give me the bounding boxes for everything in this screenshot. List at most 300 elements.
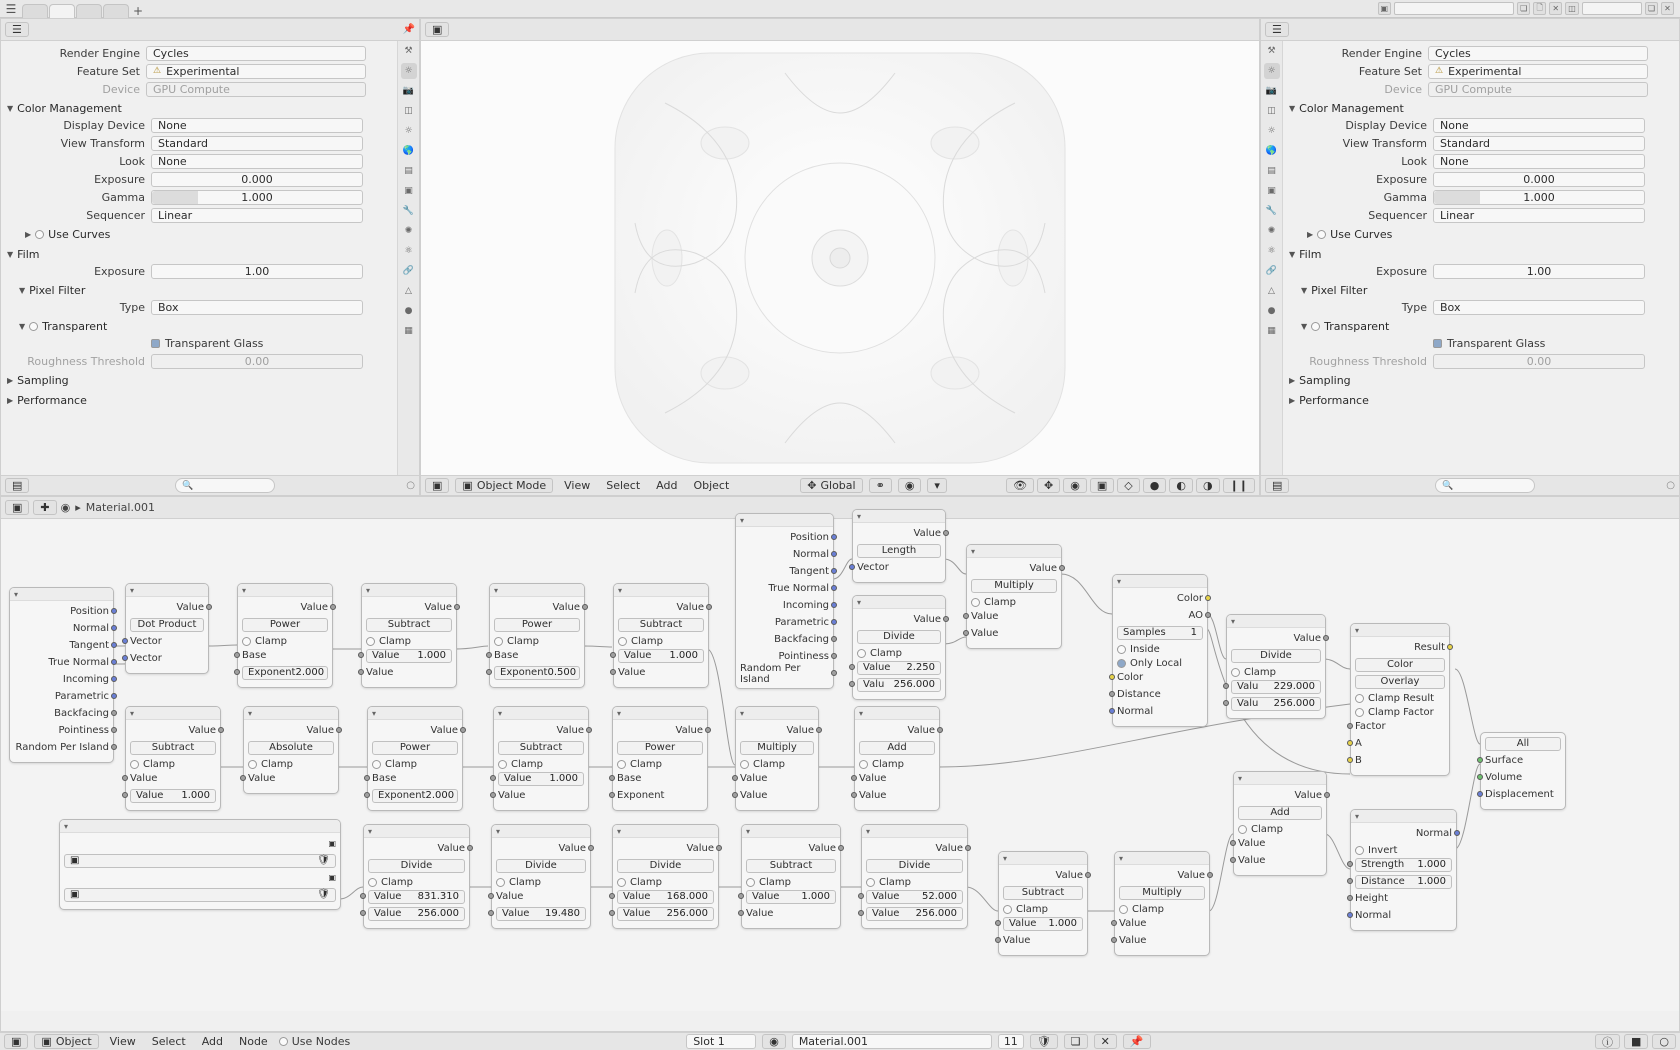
node-header[interactable]: ▾ bbox=[494, 707, 588, 720]
node-input-value-2[interactable]: Valu 256.000 bbox=[1231, 696, 1321, 711]
node-header[interactable]: ▾ bbox=[967, 545, 1061, 558]
node-input-value-1[interactable]: Value 831.310 bbox=[368, 889, 465, 904]
gamma-value-right: 1.000 bbox=[1523, 190, 1555, 204]
gamma-row bbox=[1, 189, 397, 205]
node-operation-dropdown[interactable]: Length bbox=[857, 543, 941, 558]
editor-type-selector[interactable]: ☰ bbox=[5, 22, 29, 37]
filter-icon-right[interactable]: ○ bbox=[1666, 480, 1675, 491]
tab-output[interactable]: 📷 bbox=[402, 86, 415, 96]
editor-type-selector-viewport[interactable]: ▣ bbox=[425, 22, 449, 37]
node-subtract-4[interactable] bbox=[493, 706, 589, 811]
node-operation-dropdown[interactable]: Power bbox=[617, 740, 703, 755]
pin-material-button[interactable]: 📌 bbox=[1123, 1034, 1151, 1049]
node-clamp-checkbox[interactable]: Clamp bbox=[130, 757, 216, 771]
editor-type-selector-nodes[interactable]: ▣ bbox=[5, 500, 29, 515]
node-header[interactable]: ▾ bbox=[126, 707, 220, 720]
node-clamp-checkbox[interactable]: Clamp bbox=[366, 634, 452, 648]
shading-rendered[interactable]: ◑ bbox=[1196, 478, 1220, 493]
feature-set-dropdown[interactable] bbox=[146, 64, 366, 79]
node-subtract-2[interactable] bbox=[613, 583, 709, 688]
properties-search-input-right[interactable] bbox=[1435, 478, 1535, 493]
node-input-exponent[interactable]: Exponent 0.500 bbox=[494, 665, 580, 680]
node-operation-dropdown[interactable]: Subtract bbox=[618, 617, 704, 632]
proportional-edit-toggle[interactable]: ◉ bbox=[898, 478, 922, 493]
use-curves-row-right[interactable] bbox=[1283, 226, 1679, 243]
scene-selector[interactable] bbox=[1394, 2, 1514, 15]
render-engine-dropdown-right[interactable] bbox=[1428, 46, 1648, 61]
tab-physics[interactable]: ⚛ bbox=[404, 246, 413, 256]
pixel-filter-type-dropdown-right[interactable] bbox=[1433, 300, 1645, 315]
node-header[interactable]: ▾ bbox=[862, 825, 967, 838]
tab-render[interactable]: ☼ bbox=[401, 63, 417, 79]
node-image-datablock-1[interactable] bbox=[64, 853, 336, 868]
node-input-value-1[interactable]: Value 1.000 bbox=[498, 771, 584, 786]
film-exposure-slider-right[interactable] bbox=[1433, 264, 1645, 279]
unlink-scene-icon[interactable]: ✕ bbox=[1549, 2, 1562, 15]
node-operation-dropdown[interactable]: Subtract bbox=[1003, 885, 1083, 900]
editor-type-button[interactable]: ▤ bbox=[5, 478, 29, 493]
node-power-1[interactable] bbox=[237, 583, 333, 688]
node-only-local-checkbox[interactable]: Only Local bbox=[1117, 656, 1203, 670]
render-engine-dropdown[interactable] bbox=[146, 46, 366, 61]
tab-scene-right[interactable]: ☼ bbox=[1267, 126, 1276, 136]
node-divide-1[interactable] bbox=[852, 595, 946, 700]
tab-render-right[interactable]: ☼ bbox=[1264, 63, 1280, 79]
view-transform-dropdown-right[interactable] bbox=[1433, 136, 1645, 151]
node-clamp-checkbox[interactable]: Clamp bbox=[1238, 822, 1322, 836]
node-image-texture-group[interactable] bbox=[59, 819, 341, 910]
node-header[interactable]: ▾ bbox=[1115, 852, 1209, 865]
node-operation-dropdown[interactable]: Absolute bbox=[248, 740, 334, 755]
roughness-threshold-slider-right[interactable] bbox=[1433, 354, 1645, 369]
new-viewlayer-icon[interactable]: ❏ bbox=[1645, 2, 1658, 15]
xray-toggle[interactable]: ▣ bbox=[1090, 478, 1114, 493]
use-nodes-toggle[interactable] bbox=[279, 1035, 351, 1048]
node-operation-dropdown[interactable]: Subtract bbox=[746, 858, 836, 873]
view-layer-selector[interactable] bbox=[1582, 2, 1642, 15]
device-dropdown-right[interactable] bbox=[1428, 82, 1648, 97]
node-operation-dropdown[interactable]: Subtract bbox=[498, 740, 584, 755]
look-row bbox=[1, 153, 397, 169]
node-operation-dropdown[interactable]: Divide bbox=[368, 858, 465, 873]
node-invert-checkbox[interactable]: Invert bbox=[1355, 843, 1452, 857]
node-operation-dropdown[interactable]: Add bbox=[1238, 805, 1322, 820]
material-users-count[interactable] bbox=[998, 1034, 1024, 1049]
node-operation-dropdown[interactable]: Power bbox=[494, 617, 580, 632]
properties-search-input[interactable] bbox=[175, 478, 275, 493]
tab-view-layer-right[interactable]: ◫ bbox=[1267, 106, 1276, 116]
tab-texture-right[interactable]: ▦ bbox=[1267, 326, 1276, 336]
performance-section-right[interactable] bbox=[1283, 392, 1679, 409]
node-input-value-1[interactable]: Value 1.000 bbox=[366, 648, 452, 663]
node-dot-product[interactable] bbox=[125, 583, 209, 674]
workspace-tab-3[interactable] bbox=[76, 4, 102, 18]
film-exposure-value: 1.00 bbox=[244, 264, 270, 278]
node-header[interactable]: ▾ bbox=[614, 584, 708, 597]
node-clamp-factor-checkbox[interactable]: Clamp Factor bbox=[1355, 705, 1445, 719]
node-image-datablock-2[interactable] bbox=[64, 887, 336, 902]
tab-material[interactable]: ● bbox=[404, 306, 413, 316]
node-operation-dropdown[interactable]: Divide bbox=[866, 858, 963, 873]
tab-object[interactable]: ▣ bbox=[404, 186, 413, 196]
pixel-filter-type-dropdown[interactable] bbox=[151, 300, 363, 315]
node-output-all[interactable]: All bbox=[1485, 736, 1561, 751]
workspace-tab-2[interactable] bbox=[49, 4, 75, 18]
fake-user-toggle[interactable]: 🛡 bbox=[1030, 1034, 1058, 1049]
node-clamp-checkbox[interactable]: Clamp bbox=[971, 595, 1057, 609]
node-clamp-checkbox[interactable]: Clamp bbox=[1119, 902, 1205, 916]
node-header[interactable]: ▾ bbox=[855, 707, 939, 720]
overlays-toggle[interactable]: ◉ bbox=[1063, 478, 1087, 493]
node-input-exponent[interactable]: Exponent 2.000 bbox=[242, 665, 328, 680]
node-multiply-2[interactable] bbox=[735, 706, 819, 811]
node-input-distance[interactable]: Distance 1.000 bbox=[1355, 874, 1452, 889]
shading-solid[interactable]: ● bbox=[1143, 478, 1167, 493]
viewlayer-icon[interactable]: ◫ bbox=[1565, 2, 1579, 15]
exposure-slider-right[interactable] bbox=[1433, 172, 1645, 187]
node-geometry-2[interactable] bbox=[735, 513, 834, 689]
node-input-exponent[interactable]: Exponent 2.000 bbox=[372, 788, 458, 803]
node-operation-dropdown[interactable]: Subtract bbox=[130, 740, 216, 755]
editor-type-button-right[interactable]: ▤ bbox=[1265, 478, 1289, 493]
tab-collection[interactable]: ▤ bbox=[404, 166, 413, 176]
node-power-4[interactable] bbox=[612, 706, 708, 811]
look-dropdown-right[interactable] bbox=[1433, 154, 1645, 169]
node-header[interactable]: ▾ bbox=[736, 707, 818, 720]
tab-modifiers[interactable]: 🔧 bbox=[402, 206, 415, 216]
pixel-filter-section[interactable] bbox=[1, 282, 397, 299]
viewport-canvas[interactable] bbox=[421, 41, 1259, 475]
tab-collection-right[interactable]: ▤ bbox=[1267, 166, 1276, 176]
remove-viewlayer-icon[interactable]: ✕ bbox=[1661, 2, 1674, 15]
node-clamp-checkbox[interactable]: Clamp bbox=[372, 757, 458, 771]
node-body bbox=[1351, 637, 1449, 775]
display-device-dropdown-right[interactable] bbox=[1433, 118, 1645, 133]
node-input-value-1[interactable]: Value 2.250 bbox=[857, 660, 941, 675]
look-dropdown[interactable] bbox=[151, 154, 363, 169]
workspace-tab-1[interactable] bbox=[22, 4, 48, 18]
node-subtract-1[interactable] bbox=[361, 583, 457, 688]
node-power-3[interactable] bbox=[367, 706, 463, 811]
node-input-value-2[interactable]: Valu 256.000 bbox=[857, 677, 941, 692]
node-header[interactable]: ▾ bbox=[613, 707, 707, 720]
new-scene-icon[interactable]: ❏ bbox=[1517, 2, 1530, 15]
tab-world-right[interactable]: 🌎 bbox=[1265, 146, 1278, 156]
node-header[interactable]: ▾ bbox=[244, 707, 338, 720]
node-clamp-checkbox[interactable]: Clamp bbox=[857, 646, 941, 660]
tab-particles[interactable]: ✺ bbox=[404, 226, 413, 236]
node-clamp-checkbox[interactable]: Clamp bbox=[859, 757, 935, 771]
use-curves-label: Use Curves bbox=[48, 228, 111, 241]
node-input-value-2[interactable]: Value 19.480 bbox=[496, 906, 586, 921]
node-operation-dropdown[interactable]: Subtract bbox=[366, 617, 452, 632]
node-clamp-checkbox[interactable]: Clamp bbox=[617, 757, 703, 771]
film-exposure-slider[interactable] bbox=[151, 264, 363, 279]
node-header[interactable]: ▾ bbox=[853, 510, 945, 523]
scene-icon[interactable]: ▣ bbox=[1378, 2, 1392, 15]
shading-context-dropdown[interactable] bbox=[34, 1034, 98, 1049]
exposure-slider[interactable] bbox=[151, 172, 363, 187]
tab-modifiers-right[interactable]: 🔧 bbox=[1265, 206, 1278, 216]
viewport-menu-select[interactable]: Select bbox=[606, 479, 641, 492]
tab-data-right[interactable]: △ bbox=[1268, 286, 1275, 296]
tab-object-right[interactable]: ▣ bbox=[1267, 186, 1276, 196]
tab-physics-right[interactable]: ⚛ bbox=[1267, 246, 1276, 256]
exposure-row-right bbox=[1283, 171, 1679, 187]
node-clamp-checkbox[interactable]: Clamp bbox=[617, 875, 714, 889]
copy-scene-icon[interactable]: 🗋 bbox=[1533, 2, 1546, 15]
node-header[interactable]: ▾ bbox=[238, 584, 332, 597]
gamma-slider[interactable] bbox=[151, 190, 363, 205]
node-operation-dropdown[interactable]: Power bbox=[372, 740, 458, 755]
chevron-right-icon-breadcrumb: ▸ bbox=[75, 501, 81, 514]
node-output-value: Value bbox=[366, 600, 452, 615]
node-clamp-checkbox[interactable]: Clamp bbox=[368, 875, 465, 889]
render-pause-button[interactable]: ❙❙ bbox=[1223, 478, 1255, 493]
node-header[interactable]: ▾ bbox=[126, 584, 208, 597]
sequencer-dropdown-right[interactable] bbox=[1433, 208, 1645, 223]
node-power-2[interactable] bbox=[489, 583, 585, 688]
node-header[interactable]: ▾ bbox=[1113, 575, 1207, 588]
node-clamp-checkbox[interactable]: Clamp bbox=[746, 875, 836, 889]
node-header[interactable]: ▾ bbox=[1234, 772, 1326, 785]
view-transform-dropdown[interactable] bbox=[151, 136, 363, 151]
node-divide-4[interactable] bbox=[491, 824, 591, 929]
workspace-tab-4[interactable] bbox=[103, 4, 129, 18]
node-subtract-5[interactable] bbox=[741, 824, 841, 929]
filter-icon[interactable]: ○ bbox=[406, 480, 415, 491]
shading-material[interactable]: ◐ bbox=[1169, 478, 1193, 493]
render-engine-row bbox=[1, 45, 397, 61]
node-inside-checkbox[interactable]: Inside bbox=[1117, 642, 1203, 656]
unlink-material-button[interactable]: ✕ bbox=[1094, 1034, 1117, 1049]
tab-material-right[interactable]: ● bbox=[1267, 306, 1276, 316]
use-curves-row[interactable] bbox=[1, 226, 397, 243]
film-section-right[interactable] bbox=[1283, 246, 1679, 263]
node-clamp-checkbox[interactable]: Clamp bbox=[494, 634, 580, 648]
editor-type-selector-right[interactable]: ☰ bbox=[1265, 22, 1289, 37]
node-subtract-3[interactable] bbox=[125, 706, 221, 811]
node-input-value-1[interactable]: Value 1.000 bbox=[746, 889, 836, 904]
transform-orientation-dropdown[interactable] bbox=[800, 478, 862, 493]
node-clamp-checkbox[interactable]: Clamp bbox=[1003, 902, 1083, 916]
node-samples-field[interactable]: Samples 1 bbox=[1117, 625, 1203, 640]
node-header[interactable]: ▾ bbox=[490, 584, 584, 597]
gamma-slider-right[interactable] bbox=[1433, 190, 1645, 205]
node-header[interactable]: ▾ bbox=[368, 707, 462, 720]
node-header[interactable]: ▾ bbox=[1351, 624, 1449, 637]
node-mix-color[interactable] bbox=[1350, 623, 1450, 776]
add-workspace-button[interactable]: + bbox=[132, 3, 144, 18]
tab-scene[interactable]: ☼ bbox=[404, 126, 413, 136]
tab-constraints-right[interactable]: 🔗 bbox=[1265, 266, 1278, 276]
node-header[interactable]: ▾ bbox=[736, 514, 833, 527]
use-curves-checkbox-right[interactable] bbox=[1317, 230, 1326, 239]
render-engine-label-right: Render Engine bbox=[1341, 46, 1422, 60]
node-clamp-checkbox[interactable]: Clamp bbox=[248, 757, 334, 771]
node-menu-select[interactable]: Select bbox=[151, 1035, 186, 1048]
node-input-value-2[interactable]: Value 256.000 bbox=[368, 906, 465, 921]
tab-tool[interactable]: ⚒ bbox=[404, 46, 413, 56]
node-input-value-1[interactable]: Valu 229.000 bbox=[1231, 679, 1321, 694]
pixel-filter-section-right[interactable] bbox=[1283, 282, 1679, 299]
new-material-button[interactable]: ❏ bbox=[1064, 1034, 1088, 1049]
node-operation-dropdown[interactable]: Divide bbox=[617, 858, 714, 873]
node-header[interactable]: ▾ bbox=[492, 825, 590, 838]
node-material-output[interactable] bbox=[1480, 732, 1566, 810]
node-header[interactable]: ▾ bbox=[60, 820, 340, 833]
transparent-section-right[interactable] bbox=[1283, 318, 1679, 335]
node-divide-3[interactable] bbox=[363, 824, 470, 929]
sampling-section[interactable] bbox=[1, 372, 397, 389]
viewport-menu-view[interactable]: View bbox=[564, 479, 591, 492]
node-header[interactable]: ▾ bbox=[613, 825, 718, 838]
node-clamp-checkbox[interactable]: Clamp bbox=[496, 875, 586, 889]
node-operation-dropdown[interactable]: Dot Product bbox=[130, 617, 204, 632]
transparent-checkbox[interactable] bbox=[29, 322, 38, 331]
node-operation-dropdown[interactable]: Divide bbox=[496, 858, 586, 873]
node-vector-length[interactable] bbox=[852, 509, 946, 583]
shading-wireframe[interactable]: ◇ bbox=[1117, 478, 1139, 493]
status-stats-icon[interactable]: ■ bbox=[1624, 1034, 1648, 1049]
transparent-section[interactable] bbox=[1, 318, 397, 335]
performance-section[interactable] bbox=[1, 392, 397, 409]
node-operation-dropdown[interactable]: Add bbox=[859, 740, 935, 755]
material-name-field[interactable] bbox=[792, 1034, 992, 1049]
look-label-right: Look bbox=[1401, 154, 1427, 168]
transparent-glass-checkbox-right[interactable] bbox=[1433, 339, 1442, 348]
node-operation-dropdown[interactable]: Multiply bbox=[740, 740, 814, 755]
object-mode-selector[interactable] bbox=[455, 478, 553, 493]
node-operation-dropdown[interactable]: Divide bbox=[1231, 648, 1321, 663]
film-exposure-label: Exposure bbox=[94, 264, 145, 278]
shader-type-dropdown[interactable]: ✚ bbox=[33, 500, 56, 515]
node-input-value-2[interactable]: Value 256.000 bbox=[866, 906, 963, 921]
node-header[interactable]: ▾ bbox=[1351, 810, 1456, 823]
node-clamp-checkbox[interactable]: Clamp bbox=[618, 634, 704, 648]
node-menu-node[interactable]: Node bbox=[238, 1035, 268, 1048]
node-operation-dropdown[interactable]: Multiply bbox=[1119, 885, 1205, 900]
editor-type-button-footer[interactable]: ▣ bbox=[4, 1034, 28, 1049]
node-operation-dropdown[interactable]: Divide bbox=[857, 629, 941, 644]
tab-output-right[interactable]: 📷 bbox=[1265, 86, 1278, 96]
use-nodes-checkbox[interactable] bbox=[279, 1037, 288, 1046]
node-subtract-6[interactable] bbox=[998, 851, 1088, 956]
node-clamp-result-checkbox[interactable]: Clamp Result bbox=[1355, 691, 1445, 705]
node-divide-2[interactable] bbox=[1226, 614, 1326, 719]
node-header[interactable]: ▾ bbox=[10, 588, 113, 601]
color-management-section[interactable] bbox=[1, 100, 397, 117]
viewport-menu-object[interactable]: Object bbox=[693, 479, 730, 492]
material-slot-selector[interactable] bbox=[686, 1034, 756, 1049]
tab-particles-right[interactable]: ✺ bbox=[1267, 226, 1276, 236]
node-header[interactable]: ▾ bbox=[1227, 615, 1325, 628]
node-multiply-3[interactable] bbox=[1114, 851, 1210, 956]
shield-icon-1[interactable]: 🛡 bbox=[317, 855, 330, 866]
viewport-menu-add[interactable]: Add bbox=[656, 479, 678, 492]
node-header[interactable]: ▾ bbox=[364, 825, 469, 838]
node-blend-mode-dropdown[interactable]: Overlay bbox=[1355, 674, 1445, 689]
feature-set-dropdown-right[interactable] bbox=[1428, 64, 1648, 79]
node-clamp-checkbox[interactable]: Clamp bbox=[498, 757, 584, 771]
visibility-icon[interactable]: 👁 bbox=[1006, 478, 1034, 493]
node-output-value: Value bbox=[857, 612, 941, 627]
tab-constraints[interactable]: 🔗 bbox=[402, 266, 415, 276]
node-operation-dropdown[interactable]: Power bbox=[242, 617, 328, 632]
node-data-type-dropdown[interactable]: Color bbox=[1355, 657, 1445, 672]
node-bump[interactable] bbox=[1350, 809, 1457, 931]
transparent-glass-checkbox[interactable] bbox=[151, 339, 160, 348]
node-output-pointiness: Pointiness bbox=[14, 723, 109, 738]
hamburger-icon[interactable]: ☰ bbox=[5, 1, 17, 16]
node-body bbox=[126, 597, 208, 673]
editor-type-button-viewport[interactable]: ▣ bbox=[425, 478, 449, 493]
node-output-true-normal: True Normal bbox=[740, 581, 829, 596]
display-device-dropdown[interactable] bbox=[151, 118, 363, 133]
use-curves-checkbox[interactable] bbox=[35, 230, 44, 239]
node-divide-6[interactable] bbox=[861, 824, 968, 929]
roughness-threshold-slider[interactable] bbox=[151, 354, 363, 369]
tab-view-layer[interactable]: ◫ bbox=[404, 106, 413, 116]
film-section[interactable] bbox=[1, 246, 397, 263]
node-geometry-1[interactable] bbox=[9, 587, 114, 763]
node-header[interactable]: ▾ bbox=[853, 596, 945, 609]
device-dropdown[interactable] bbox=[146, 82, 366, 97]
proportional-falloff-dropdown[interactable]: ▾ bbox=[927, 478, 947, 493]
node-clamp-checkbox[interactable]: Clamp bbox=[242, 634, 328, 648]
sampling-section-right[interactable] bbox=[1283, 372, 1679, 389]
tab-tool-right[interactable]: ⚒ bbox=[1267, 46, 1276, 56]
node-clamp-checkbox[interactable]: Clamp bbox=[740, 757, 814, 771]
tab-texture[interactable]: ▦ bbox=[404, 326, 413, 336]
gizmo-toggle[interactable]: ✥ bbox=[1037, 478, 1060, 493]
transparent-checkbox-right[interactable] bbox=[1311, 322, 1320, 331]
node-clamp-checkbox[interactable]: Clamp bbox=[866, 875, 963, 889]
node-clamp-checkbox[interactable]: Clamp bbox=[1231, 665, 1321, 679]
pin-icon[interactable]: 📌 bbox=[402, 24, 415, 35]
node-ambient-occlusion[interactable] bbox=[1112, 574, 1208, 727]
node-input-value-1[interactable]: Value 1.000 bbox=[1003, 916, 1083, 931]
node-header[interactable]: ▾ bbox=[999, 852, 1087, 865]
node-input-value-2[interactable]: Value 1.000 bbox=[130, 788, 216, 803]
tab-world[interactable]: 🌎 bbox=[402, 146, 415, 156]
node-input-value-1[interactable]: Value 1.000 bbox=[618, 648, 704, 663]
node-operation-dropdown[interactable]: Multiply bbox=[971, 578, 1057, 593]
node-multiply-1[interactable] bbox=[966, 544, 1062, 649]
node-menu-view[interactable]: View bbox=[109, 1035, 136, 1048]
node-divide-5[interactable] bbox=[612, 824, 719, 929]
node-add-1[interactable] bbox=[854, 706, 940, 811]
node-add-2[interactable] bbox=[1233, 771, 1327, 876]
node-absolute[interactable] bbox=[243, 706, 339, 794]
snap-toggle[interactable]: ⚭ bbox=[869, 478, 892, 493]
node-menu-add[interactable]: Add bbox=[201, 1035, 223, 1048]
status-info-icon[interactable]: ⓘ bbox=[1595, 1034, 1620, 1049]
node-header[interactable]: ▾ bbox=[742, 825, 840, 838]
node-canvas[interactable] bbox=[1, 511, 1679, 1011]
node-input-value-1[interactable]: Value 52.000 bbox=[866, 889, 963, 904]
tab-data[interactable]: △ bbox=[405, 286, 412, 296]
status-version-icon[interactable]: ○ bbox=[1652, 1034, 1676, 1049]
color-management-section-right[interactable] bbox=[1283, 100, 1679, 117]
shield-icon-2[interactable]: 🛡 bbox=[317, 889, 330, 900]
node-input-value-1[interactable]: Value 168.000 bbox=[617, 889, 714, 904]
node-input-strength[interactable]: Strength 1.000 bbox=[1355, 857, 1452, 872]
browse-material-icon[interactable]: ◉ bbox=[762, 1034, 786, 1049]
node-header[interactable]: ▾ bbox=[362, 584, 456, 597]
node-input-value-2[interactable]: Value 256.000 bbox=[617, 906, 714, 921]
sequencer-dropdown[interactable] bbox=[151, 208, 363, 223]
